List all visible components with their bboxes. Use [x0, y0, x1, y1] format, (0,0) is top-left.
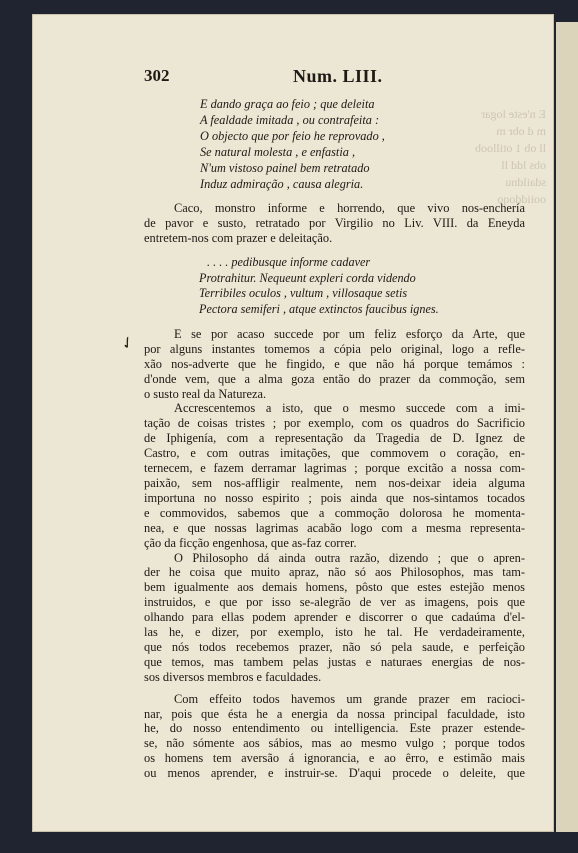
- verse-line: Protrahitur. Nequeunt expleri corda videndo: [199, 270, 416, 285]
- bleed-line: ooiiddoqo: [497, 192, 546, 206]
- verse-line: . . . . pedibusque informe cadaver: [207, 254, 371, 269]
- paragraph-caco: [144, 201, 525, 246]
- paragraph-arte: [144, 327, 525, 402]
- text-line: E se por acaso succede por um feliz esforço da Arte, que: [174, 326, 525, 341]
- text-line: ternecem, e fazem derramar lagrimas ; porque excitão a nossa com-: [144, 461, 525, 476]
- text-line: xão nos-adverte que he fingido, e que não há porque temámos :: [144, 356, 525, 371]
- portuguese-verse: [200, 96, 523, 192]
- bleed-line: sdaildnu: [505, 175, 546, 189]
- text-line: ção da ficção engenhosa, que as-faz correr.: [144, 535, 357, 550]
- text-line: olhando para ellas podem aprender e discorrer o que cadaúma d'el-: [144, 610, 525, 625]
- verse-line: Pectora semiferi , atque extinctos faucibus ignes.: [199, 302, 439, 317]
- text-line: nar, pois que ésta he a energia da nossa principal faculdade, isto: [144, 706, 525, 721]
- page-header: [113, 66, 523, 92]
- bleed-line: E n'este logar: [481, 107, 546, 121]
- text-line: de Iphigenía, com a representação da Tragedia de D. Ignez de: [144, 431, 525, 446]
- text-line: e commovidos, sabemos que a commoção dolorosa he momenta-: [144, 505, 525, 520]
- running-head: Num. LIII.: [293, 66, 383, 86]
- paragraph-acrescentemos: [144, 401, 525, 550]
- text-line: Com effeito todos havemos um grande prazer em racioci-: [174, 691, 525, 706]
- verse-line: O objecto que por feio he reprovado ,: [200, 129, 385, 143]
- text-line: se, não sómente aos sábios, mas ao mesmo vulgo ; porque todos: [144, 736, 525, 751]
- text-line: instruidos, e que por isso se-alegrão de ver as imagens, pois que: [144, 595, 525, 610]
- text-line: que nós todos recebemos prazer, não só pela saude, e perfeição: [144, 639, 525, 654]
- bleed-line: obs ldd ll: [501, 158, 546, 172]
- text-line: os homens tem aversão á ignorancia, e ao êrro, e estimão mais: [144, 751, 525, 766]
- text-line: Caco, monstro informe e horrendo, que vivo nos-enchería: [174, 201, 525, 215]
- verse-line: N'um vistoso painel bem retratado: [200, 161, 370, 175]
- text-line: entretem-nos com prazer e deleitação.: [144, 230, 333, 245]
- text-line: por alguns instantes tomemos a cópia pelo original, logo a refle-: [144, 341, 525, 356]
- text-line: der he coisa que muito apraz, não só aos Philosophos, mas tam-: [144, 565, 525, 580]
- margin-check-mark: ✓: [117, 332, 139, 355]
- verse-line: A fealdade imitada , ou contrafeita :: [200, 113, 380, 127]
- text-line: las he, e dizer, por exemplo, isto he tal. He verdadeiramente,: [144, 625, 525, 640]
- latin-verse: [199, 255, 523, 318]
- verse-line: E dando graça ao feio ; que deleita: [200, 97, 375, 111]
- text-line: O Philosopho dá ainda outra razão, dizendo ; que o apren-: [174, 550, 525, 565]
- bleed-line: ll ob 1 otilloob: [474, 141, 546, 155]
- paragraph-efeito: [144, 692, 525, 781]
- text-line: Castro, e com outras imitações, que commovem o coração, en-: [144, 446, 525, 461]
- text-line: nea, e que nossas lagrimas acabão logo com a mesma representa-: [144, 520, 525, 535]
- adjacent-page-edge: [556, 22, 578, 832]
- text-line: que temos, mas tambem pelas justas e naturaes energias de nos-: [144, 654, 525, 669]
- verse-line: Induz admiração , causa alegria.: [200, 177, 364, 191]
- paragraph-philosopho: [144, 551, 525, 685]
- text-line: tação de coisas tristes ; por exemplo, com os quadros do Sacrificio: [144, 416, 525, 431]
- text-line: paixão, sem nos-affligir realmente, nem nos-deixar ideia alguma: [144, 475, 525, 490]
- verse-line: Se natural molesta , e enfastia ,: [200, 145, 356, 159]
- text-line: importuna no nosso espirito ; pois ainda que nos-sintamos tocados: [144, 490, 525, 505]
- page-number: 302: [144, 66, 170, 85]
- text-line: o susto real da Natureza.: [144, 386, 267, 401]
- text-line: sos diversos membros e faculdades.: [144, 669, 322, 684]
- bleed-line: m d obr m: [496, 124, 546, 138]
- text-line: Accrescentemos a isto, que o mesmo succede com a imi-: [174, 401, 525, 416]
- text-line: bem igualmente aos demais homens, pôsto que estes estejão menos: [144, 580, 525, 595]
- page-content: [113, 66, 523, 781]
- text-line: he, do nosso entendimento ou intelligencia. Este prazer estende-: [144, 721, 525, 736]
- text-line: ou menos aprender, e instruir-se. D'aqui procede o deleite, que: [144, 766, 525, 781]
- text-line: d'onde vem, que a alma goza então do prazer da commoção, sem: [144, 371, 525, 386]
- text-line: de pavor e susto, retratado por Virgilio no Liv. VIII. da Eneyda: [144, 215, 525, 230]
- verse-line: Terribiles oculos , vultum , villosaque setis: [199, 286, 408, 301]
